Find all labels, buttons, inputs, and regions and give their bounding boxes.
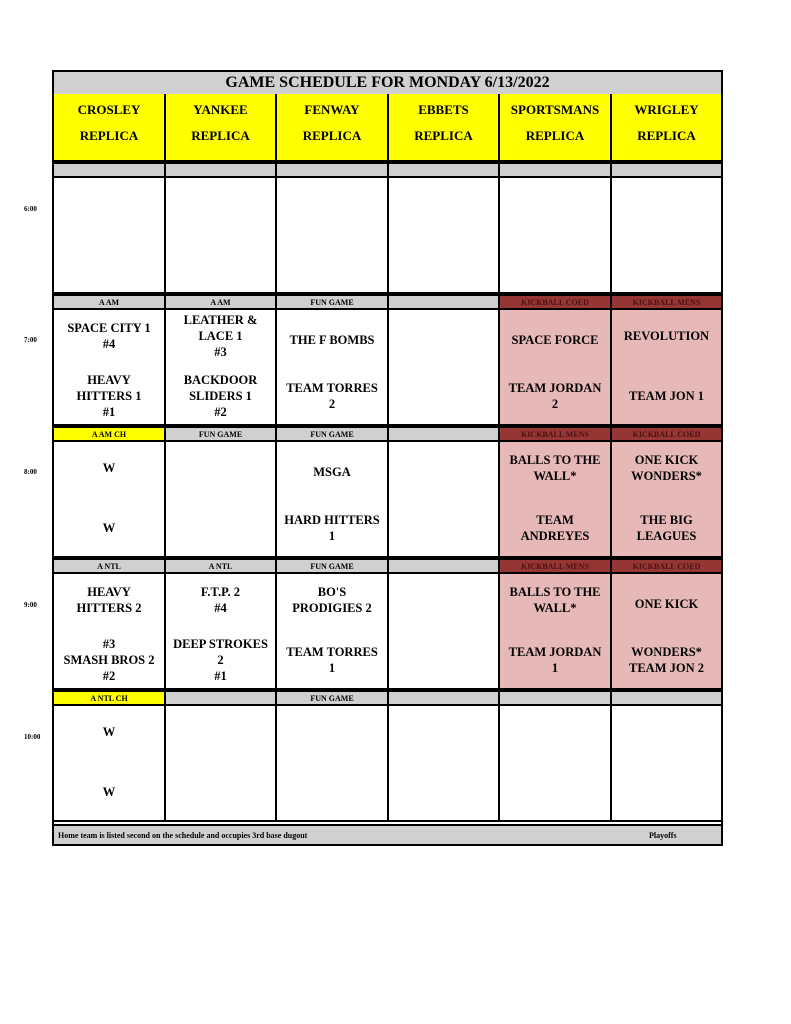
schedule-title: GAME SCHEDULE FOR MONDAY 6/13/2022 xyxy=(54,72,721,96)
field-header-ebbets xyxy=(389,94,500,162)
team-line: MSGA xyxy=(313,465,351,479)
time-label: 10:00 xyxy=(24,733,41,741)
field-header-crosley xyxy=(54,94,166,162)
field-subtitle: REPLICA xyxy=(79,128,139,143)
division-band: A NTL CH xyxy=(54,690,166,706)
division-band xyxy=(166,162,277,178)
game-cell xyxy=(277,310,389,426)
footer-note: Home team is listed second on the schedule and occupies 3rd base dugout xyxy=(58,831,308,840)
game-cell xyxy=(612,574,721,690)
division-band: FUN GAME xyxy=(277,690,389,706)
game-cell xyxy=(166,178,277,294)
team-line: LEAGUES xyxy=(636,529,697,543)
team-line: ONE KICK xyxy=(634,597,699,611)
field-name: EBBETS xyxy=(418,102,469,117)
team-line: F.T.P. 2 xyxy=(200,585,241,599)
game-cell xyxy=(277,574,389,690)
team-line: W xyxy=(102,461,116,475)
team-line: REVOLUTION xyxy=(623,329,710,343)
field-name: SPORTSMANS xyxy=(510,102,600,117)
field-name: CROSLEY xyxy=(77,102,141,117)
game-cell xyxy=(54,442,166,558)
division-band: KICKBALL MENS xyxy=(612,294,721,310)
team-line: BO'S xyxy=(317,585,347,599)
game-cell xyxy=(612,310,721,426)
division-band: A NTL xyxy=(166,558,277,574)
team-line: #4 xyxy=(102,337,116,351)
time-label: 8:00 xyxy=(24,468,37,476)
game-cell xyxy=(389,442,500,558)
game-cell xyxy=(389,310,500,426)
team-line: BACKDOOR xyxy=(183,373,258,387)
team-line: ANDREYES xyxy=(520,529,590,543)
team-line: DEEP STROKES xyxy=(173,637,268,651)
team-line: 2 xyxy=(328,397,336,411)
team-line: #3 xyxy=(102,637,116,651)
field-subtitle: REPLICA xyxy=(525,128,585,143)
division-band xyxy=(500,690,612,706)
team-line: BALLS TO THE xyxy=(509,585,601,599)
division-band: FUN GAME xyxy=(166,426,277,442)
division-band: KICKBALL COED xyxy=(500,294,612,310)
team-line: TEAM JON 1 xyxy=(629,389,704,403)
team-line: #2 xyxy=(102,669,116,683)
division-band: KICKBALL COED xyxy=(612,426,721,442)
division-band: FUN GAME xyxy=(277,558,389,574)
field-subtitle: REPLICA xyxy=(414,128,473,143)
team-line: #1 xyxy=(102,405,116,419)
team-line: TEAM TORRES xyxy=(286,381,378,395)
field-name: WRIGLEY xyxy=(634,102,699,117)
division-band xyxy=(277,162,389,178)
game-cell xyxy=(612,442,721,558)
division-band: KICKBALL MENS xyxy=(500,558,612,574)
team-line: 1 xyxy=(328,529,336,543)
division-band: A AM CH xyxy=(54,426,166,442)
game-cell xyxy=(500,574,612,690)
team-line: #3 xyxy=(214,345,227,359)
division-band: A AM xyxy=(54,294,166,310)
team-line: #4 xyxy=(214,601,227,615)
division-band xyxy=(389,294,500,310)
division-band xyxy=(389,558,500,574)
game-cell xyxy=(389,706,500,822)
field-subtitle: REPLICA xyxy=(637,128,696,143)
team-line: SMASH BROS 2 xyxy=(63,653,155,667)
game-cell xyxy=(54,706,166,822)
division-band xyxy=(612,162,721,178)
game-cell xyxy=(277,178,389,294)
schedule-footer xyxy=(54,824,721,844)
team-line: THE BIG xyxy=(640,513,693,527)
field-header-yankee xyxy=(166,94,277,162)
team-line: TEAM JORDAN xyxy=(508,645,602,659)
division-band xyxy=(166,690,277,706)
team-line: TEAM JORDAN xyxy=(508,381,602,395)
game-cell xyxy=(166,574,277,690)
team-line: HITTERS 1 xyxy=(76,389,142,403)
game-cell xyxy=(277,442,389,558)
game-cell xyxy=(612,706,721,822)
game-cell xyxy=(166,442,277,558)
division-band: FUN GAME xyxy=(277,426,389,442)
team-line: TEAM xyxy=(536,513,574,527)
team-line: LACE 1 xyxy=(198,329,243,343)
team-line: SPACE FORCE xyxy=(511,333,599,347)
game-cell xyxy=(54,574,166,690)
field-name: FENWAY xyxy=(304,102,360,117)
game-cell xyxy=(500,706,612,822)
team-line: BALLS TO THE xyxy=(509,453,601,467)
team-line: SLIDERS 1 xyxy=(189,389,252,403)
game-cell xyxy=(500,442,612,558)
game-cell xyxy=(166,706,277,822)
game-cell xyxy=(612,178,721,294)
team-line: WALL* xyxy=(533,601,577,615)
division-band: KICKBALL MENS xyxy=(500,426,612,442)
team-line: #1 xyxy=(214,669,227,683)
division-band xyxy=(500,162,612,178)
team-line: TEAM TORRES xyxy=(286,645,378,659)
team-line: PRODIGIES 2 xyxy=(292,601,372,615)
game-cell xyxy=(54,178,166,294)
game-cell xyxy=(54,310,166,426)
division-band: KICKBALL COED xyxy=(612,558,721,574)
game-cell xyxy=(389,574,500,690)
team-line: 2 xyxy=(551,397,559,411)
team-line: W xyxy=(102,725,116,739)
game-cell xyxy=(500,178,612,294)
team-line: 2 xyxy=(217,653,224,667)
team-line: HEAVY xyxy=(87,585,131,599)
team-line: WALL* xyxy=(533,469,577,483)
division-band xyxy=(389,426,500,442)
game-cell xyxy=(389,178,500,294)
team-line: W xyxy=(102,785,116,799)
time-label: 7:00 xyxy=(24,336,37,344)
game-cell xyxy=(500,310,612,426)
schedule-sheet xyxy=(52,70,723,846)
team-line: THE F BOMBS xyxy=(289,333,375,347)
division-band xyxy=(389,162,500,178)
field-subtitle: REPLICA xyxy=(191,128,250,143)
team-line: 1 xyxy=(328,661,336,675)
team-line: SPACE CITY 1 xyxy=(67,321,151,335)
field-subtitle: REPLICA xyxy=(302,128,362,143)
team-line: 1 xyxy=(551,661,559,675)
division-band: A AM xyxy=(166,294,277,310)
time-label: 6:00 xyxy=(24,205,37,213)
team-line: HARD HITTERS xyxy=(284,513,380,527)
division-band: A NTL xyxy=(54,558,166,574)
field-header-sportsmans xyxy=(500,94,612,162)
time-label: 9:00 xyxy=(24,601,37,609)
game-cell xyxy=(166,310,277,426)
team-line: WONDERS* xyxy=(631,645,702,659)
footer-status: Playoffs xyxy=(649,831,677,840)
field-header-fenway xyxy=(277,94,389,162)
team-line: TEAM JON 2 xyxy=(629,661,704,675)
division-band xyxy=(54,162,166,178)
team-line: W xyxy=(102,521,116,535)
team-line: LEATHER & xyxy=(183,313,258,327)
division-band xyxy=(389,690,500,706)
division-band: FUN GAME xyxy=(277,294,389,310)
team-line: #2 xyxy=(214,405,227,419)
team-line: HITTERS 2 xyxy=(76,601,142,615)
game-cell xyxy=(277,706,389,822)
division-band xyxy=(612,690,721,706)
team-line: ONE KICK xyxy=(634,453,699,467)
field-name: YANKEE xyxy=(193,102,248,117)
team-line: HEAVY xyxy=(87,373,131,387)
field-header-wrigley xyxy=(612,94,721,162)
team-line: WONDERS* xyxy=(631,469,702,483)
